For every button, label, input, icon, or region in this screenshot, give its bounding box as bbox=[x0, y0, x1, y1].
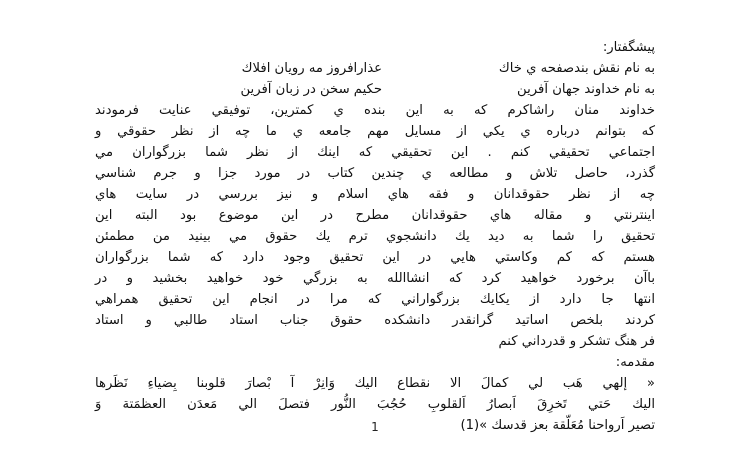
poem-line-1-right: به نام نقش بندصفحه ي خاك bbox=[498, 61, 655, 76]
page-number: 1 bbox=[371, 420, 379, 434]
poem-line-2-left: حكيم سخن در زبان آفرين bbox=[240, 82, 382, 97]
paragraph-line: تحقيق را شما به ديد يك دانشجوي ترم يك حقوق مي بينيد من مطمئن bbox=[95, 229, 655, 244]
quote-line: « إلهي هَب لي كمالَ الا نقطاع اليك وَانِرْ آ بْصارَ قلوبنا بِضياءِ نَظَرها bbox=[95, 376, 655, 391]
paragraph-line: باآن برخورد خواهيد كرد كه انشاالله به بزرگي خود خواهيد بخشيد و در bbox=[95, 271, 655, 286]
quote-line-last: تصير اَرواحنا مُعَلّقة بعز قدسك »(1) bbox=[460, 418, 655, 433]
poem-line-2-right: به نام خداوند جهان آفرين bbox=[517, 82, 655, 97]
paragraph-line: كه بتوانم درباره ي يكي از مسايل مهم جامعه ي ما چه از نظر حقوقي و bbox=[95, 124, 655, 139]
paragraph-line: اجتماعي تحقيقي كنم . اين تحقيقي كه اينك از نظر شما بزرگواران مي bbox=[95, 145, 655, 160]
paragraph-line: انتها جا دارد از يكايك بزرگواراني كه مرا در انجام اين تحقيق همراهي bbox=[95, 292, 655, 307]
paragraph-line: چه از نظر حقوقدانان و فقه هاي اسلام و نيز بررسي در سايت هاي bbox=[95, 187, 655, 202]
paragraph-line: كردند بلخص اساتيد گرانقدر دانشكده حقوق جناب استاد طالبي و استاد bbox=[95, 313, 655, 328]
quote-line: اليك حَتي تَخرِقَ اَبصارُ اَلقلوبِ حُجُبَ النُّور فتصلَ الي مَعدَن العظمَتة وَ bbox=[95, 397, 655, 412]
paragraph-line: گذرد، حاصل تلاش و مطالعه ي چندين كتاب در مورد جزا و جرم شناسي bbox=[95, 166, 655, 181]
paragraph-line: هستم كه كم وكاستي هايي در اين تحقيق وجود دارد كه شما بزرگواران bbox=[95, 250, 655, 265]
poem-line-1-left: عذارافروز مه رويان افلاك bbox=[241, 61, 382, 76]
paragraph-line-last: فر هنگ تشكر و قدرداني كنم bbox=[498, 334, 655, 349]
preface-heading: پيشگفتار: bbox=[602, 40, 655, 55]
introduction-heading: مقدمه: bbox=[615, 355, 655, 370]
paragraph-line: اينترنتي و مقاله هاي حقوقدانان مطرح در اين موضوع بود البته اين bbox=[95, 208, 655, 223]
paragraph-line: خداوند منان راشاكرم كه به اين بنده ي كمترين، توفيقي عنايت فرمودند bbox=[95, 103, 655, 118]
